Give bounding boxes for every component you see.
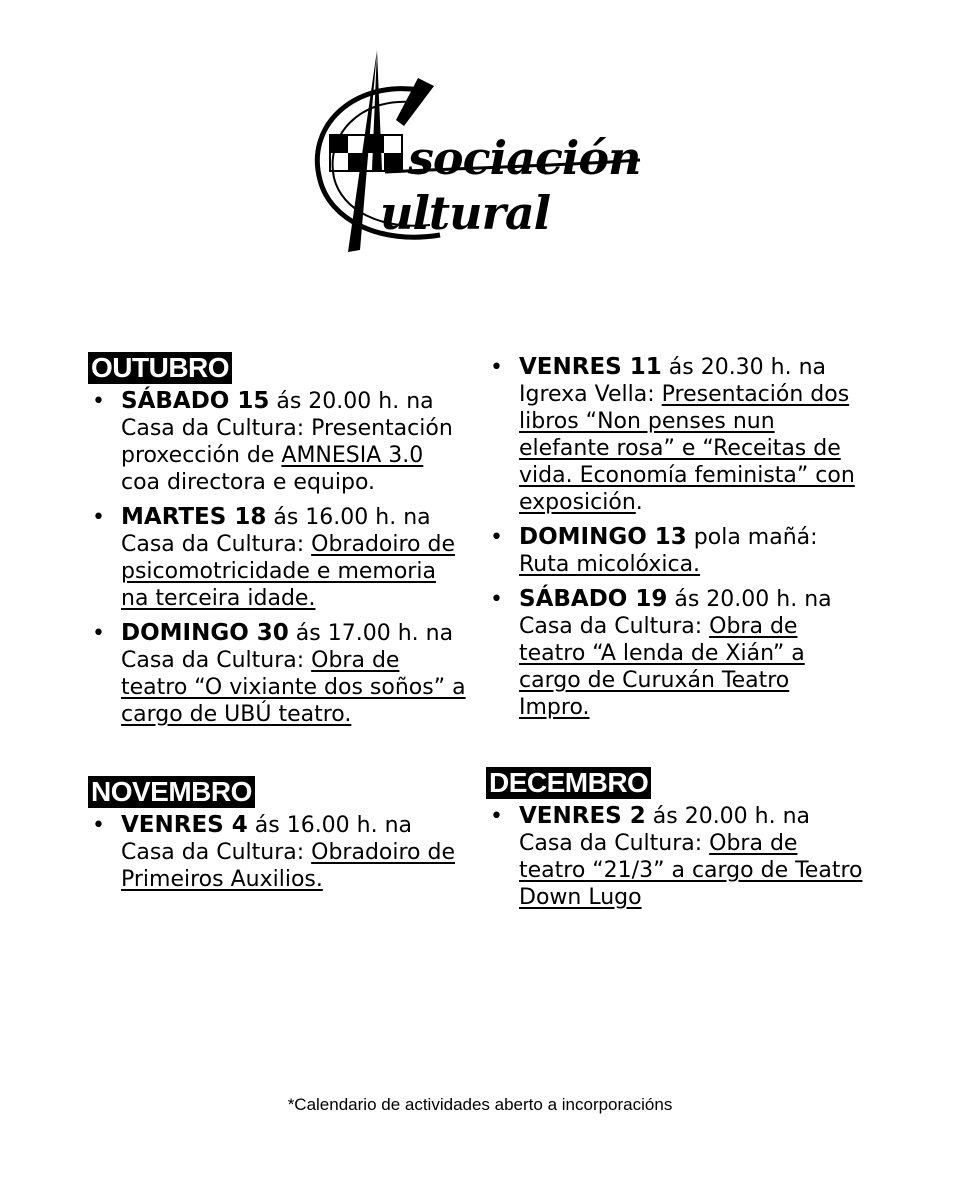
month-heading-december: DECEMBRO — [486, 767, 651, 799]
logo-text-line1: sociación — [408, 131, 641, 185]
event-date: DOMINGO 13 — [519, 524, 687, 550]
bullet-icon: • — [92, 505, 105, 530]
event-details-end: . — [635, 490, 643, 515]
bullet-icon: • — [92, 813, 105, 838]
event-date: VENRES 2 — [519, 803, 646, 829]
event-date: SÁBADO 19 — [519, 586, 668, 612]
left-column — [88, 352, 468, 901]
event-item — [88, 812, 468, 893]
event-link[interactable]: Obra de teatro “A lenda de Xián” a cargo de Curuxán Teatro Impro. — [519, 614, 805, 720]
october-event-list — [88, 388, 468, 728]
event-item — [88, 620, 468, 728]
event-date: VENRES 4 — [121, 812, 248, 838]
event-details: ás 20.00 h. na Casa da Cultura: — [519, 804, 811, 856]
event-details: pola mañá: — [686, 525, 818, 550]
right-column — [486, 352, 866, 919]
event-link[interactable]: Obradoiro de psicomotricidade e memoria na terceira idade. — [121, 532, 455, 611]
event-link[interactable]: Presentación dos libros “Non penses nun elefante rosa” e “Receitas de vida. Economía feminista” con exposición — [519, 382, 855, 515]
event-item — [486, 524, 866, 578]
logo-text-line2: ultural — [380, 186, 551, 240]
event-details: ás 16.00 h. na Casa da Cultura: — [121, 813, 413, 865]
event-details: ás 20.00 h. na Casa da Cultura: — [519, 587, 832, 639]
november-event-list — [88, 812, 468, 893]
bullet-icon: • — [490, 587, 503, 612]
event-item — [486, 354, 866, 516]
bullet-icon: • — [92, 389, 105, 414]
event-details-end: coa directora e equipo. — [121, 470, 376, 495]
bullet-icon: • — [490, 355, 503, 380]
event-link[interactable]: Ruta micolóxica. — [519, 552, 701, 577]
event-link[interactable]: AMNESIA 3.0 — [281, 443, 424, 468]
logo — [300, 40, 660, 270]
event-link[interactable]: Obradoiro de Primeiros Auxilios. — [121, 840, 455, 892]
november-event-list-continued — [486, 354, 866, 721]
event-item — [88, 504, 468, 612]
event-date: SÁBADO 15 — [121, 388, 270, 414]
footnote: *Calendario de actividades aberto a incorporacións — [287, 1095, 673, 1114]
month-heading-october: OUTUBRO — [88, 352, 232, 384]
event-link[interactable]: Obra de teatro “O vixiante dos soños” a cargo de UBÚ teatro. — [121, 648, 466, 727]
event-item — [486, 803, 866, 911]
event-date: VENRES 11 — [519, 354, 662, 380]
event-date: MARTES 18 — [121, 504, 267, 530]
event-item — [88, 388, 468, 496]
bullet-icon: • — [490, 525, 503, 550]
event-item — [486, 586, 866, 721]
event-date: DOMINGO 30 — [121, 620, 289, 646]
event-details: ás 17.00 h. na Casa da Cultura: — [121, 621, 454, 673]
bullet-icon: • — [490, 804, 503, 829]
december-event-list — [486, 803, 866, 911]
month-heading-november: NOVEMBRO — [88, 776, 255, 808]
bullet-icon: • — [92, 621, 105, 646]
event-details: ás 20.30 h. na Igrexa Vella: — [519, 355, 827, 407]
event-details: ás 16.00 h. na Casa da Cultura: — [121, 505, 431, 557]
event-details: ás 20.00 h. na Casa da Cultura: Presentación proxección de — [121, 389, 453, 468]
event-link[interactable]: Obra de teatro “21/3” a cargo de Teatro Down Lugo — [519, 831, 863, 910]
